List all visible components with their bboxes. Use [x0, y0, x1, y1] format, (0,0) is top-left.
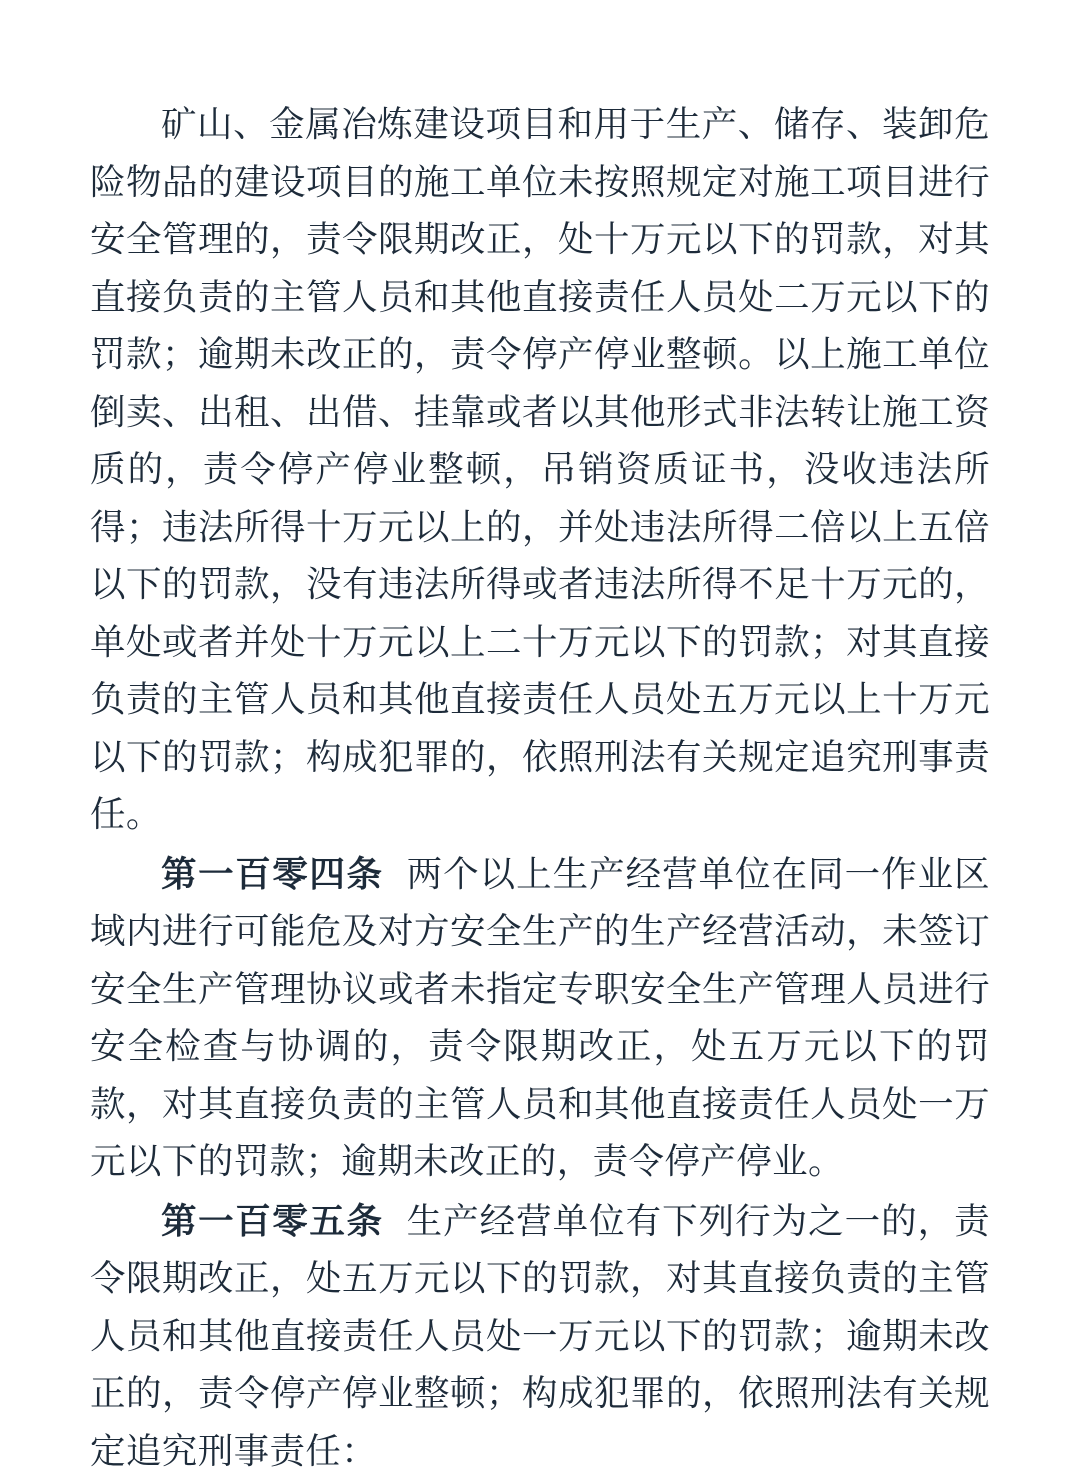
article-label-105: 第一百零五条 [161, 1201, 384, 1241]
document-body [90, 96, 990, 1480]
article-text-104: 两个以上生产经营单位在同一作业区域内进行可能危及对方安全生产的生产经营活动，未签订安全生产管理协议或者未指定专职安全生产管理人员进行安全检查与协调的，责令限期改正，处五万元以下的罚款，对其直接负责的主管人员和其他直接责任人员处一万元以下的罚款；逾期未改正的，责令停产停业。 [90, 854, 990, 1182]
article-text-105: 生产经营单位有下列行为之一的，责令限期改正，处五万元以下的罚款，对其直接负责的主管人员和其他直接责任人员处一万元以下的罚款；逾期未改正的，责令停产停业整顿；构成犯罪的，依照刑法有关规定追究刑事责任： [90, 1201, 990, 1471]
paragraph-article-105 [90, 1193, 990, 1480]
article-label-104: 第一百零四条 [161, 854, 384, 894]
paragraph-article-104 [90, 846, 990, 1191]
paragraph-mining-construction [90, 96, 990, 844]
paragraph-text: 矿山、金属冶炼建设项目和用于生产、储存、装卸危险物品的建设项目的施工单位未按照规定对施工项目进行安全管理的，责令限期改正，处十万元以下的罚款，对其直接负责的主管人员和其他直接责任人员处二万元以下的罚款；逾期未改正的，责令停产停业整顿。以上施工单位倒卖、出租、出借、挂靠或者以其他形式非法转让施工资质的，责令停产停业整顿，吊销资质证书，没收违法所得；违法所得十万元以上的，并处违法所得二倍以上五倍以下的罚款，没有违法所得或者违法所得不足十万元的，单处或者并处十万元以上二十万元以下的罚款；对其直接负责的主管人员和其他直接责任人员处五万元以上十万元以下的罚款；构成犯罪的，依照刑法有关规定追究刑事责任。 [90, 104, 990, 834]
